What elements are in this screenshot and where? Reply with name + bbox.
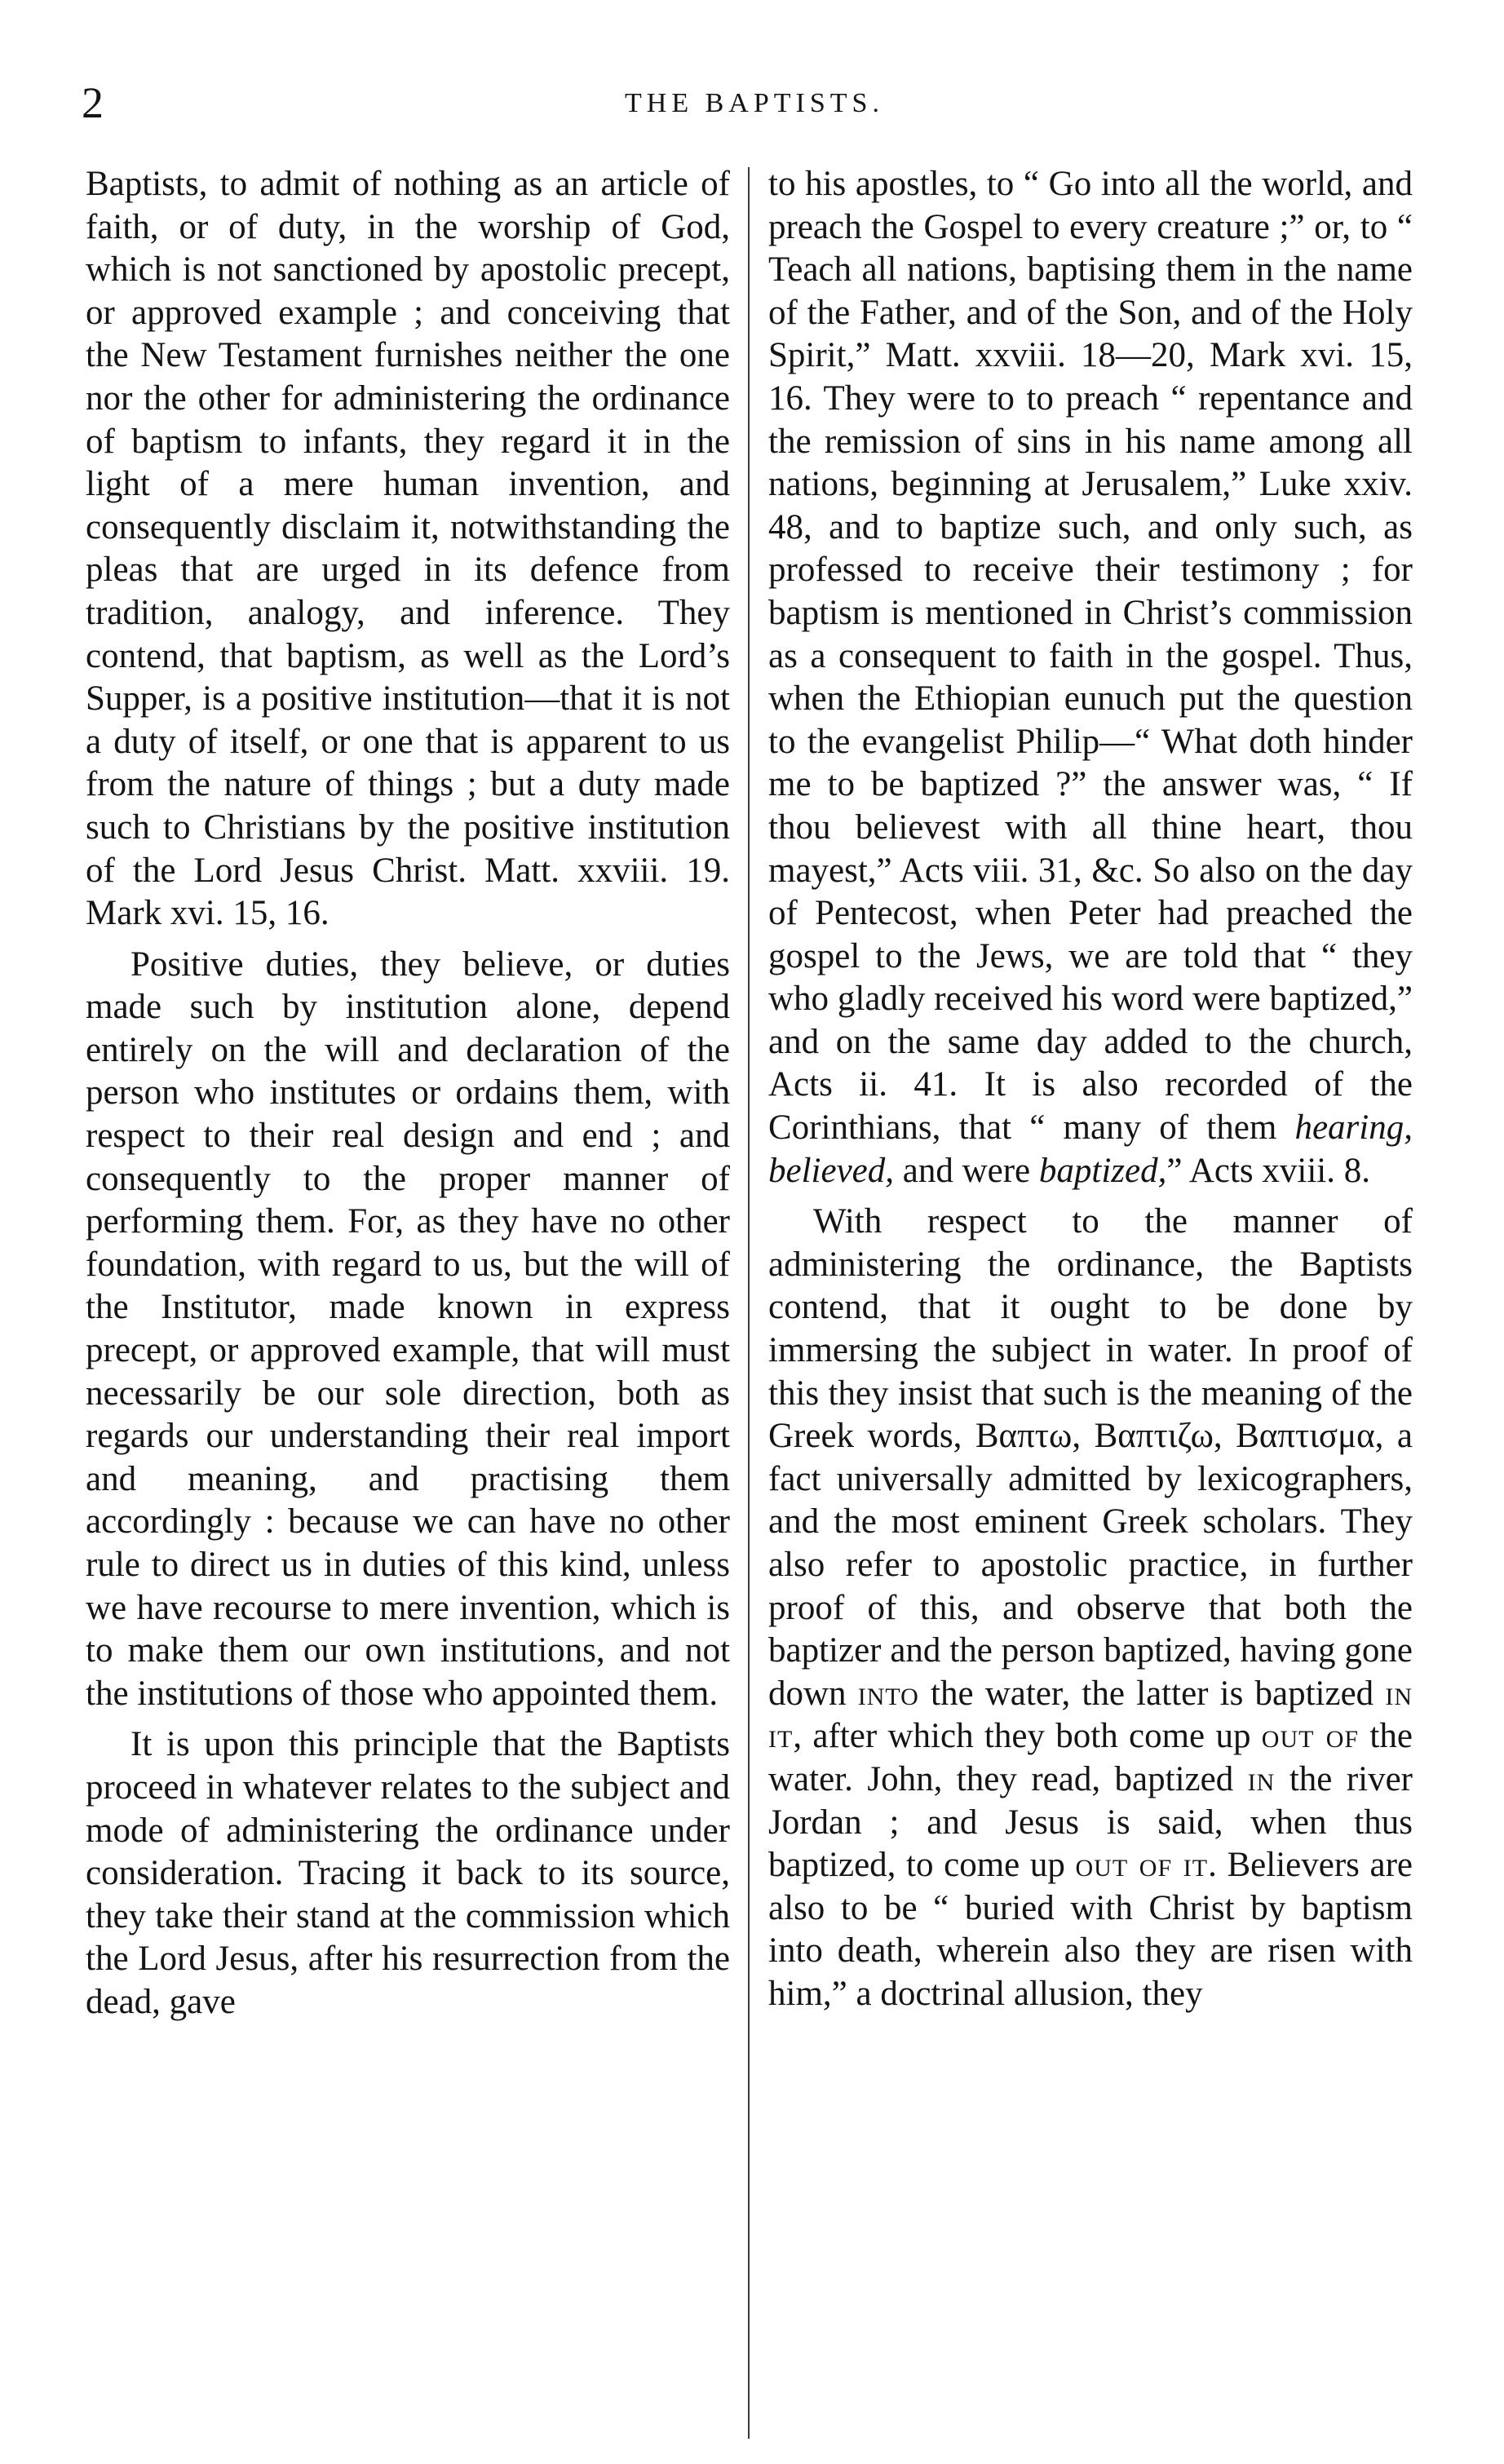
small-caps-into: into xyxy=(857,1674,919,1713)
text-run: the river Jordan ; and Jesus is said, when thus baptized, to come up xyxy=(768,1759,1413,1885)
text-run: With respect to the manner of administering the ordinance, the Baptists contend, that it ought to be done by immersing the subject in water. In proof of this they insist that such is the meaning of the Greek words, xyxy=(768,1202,1413,1456)
small-caps-out-of-it: out of it xyxy=(1075,1846,1209,1885)
italic-baptized: baptized, xyxy=(1038,1151,1167,1190)
left-column xyxy=(86,163,730,2033)
text-run: . Believers are also to be “ buried with Christ by baptism into death, wherein also they are risen with him,” a doctrinal allusion, they xyxy=(768,1846,1413,2013)
page-number: 2 xyxy=(82,78,104,127)
small-caps-in-it: in it xyxy=(768,1674,1413,1756)
small-caps-out-of: out of xyxy=(1261,1717,1360,1756)
left-paragraph-3: It is upon this principle that the Baptists proceed in whatever relates to the subject and mode of administering the ordinance under consideration. Tracing it back to its source, they take their stand at the commission which the Lord Jesus, after his resurrection from the dead, gave xyxy=(86,1725,730,2021)
right-column xyxy=(768,163,1413,2024)
text-run: , after which they both come up xyxy=(793,1717,1262,1756)
left-paragraph-1: Baptists, to admit of nothing as an article of faith, or of duty, in the worship of God, which is not sanctioned by apostolic precept, or approved example ; and conceiving that the New Testament furnishes neither the one nor the other for administering the ordinance of baptism to infants, they regard it in the light of a mere human invention, and consequently disclaim it, notwithstanding the pleas that are urged in its defence from tradition, analogy, and inference. They contend, that baptism, as well as the Lord’s Supper, is a positive institution—that it is not a duty of itself, or one that is apparent to us from the nature of things ; but a duty made such to Christians by the positive institution of the Lord Jesus Christ. Matt. xxviii. 19. Mark xvi. 15, 16. xyxy=(86,165,730,933)
running-title: THE BAPTISTS. xyxy=(625,88,884,118)
left-paragraph-2: Positive duties, they believe, or duties made such by institution alone, depend entirely on the will and declaration of the person who institutes or ordains them, with respect to their real design and end ; and consequently to the proper manner of performing them. For, as they have no other foundation, with regard to us, but the will of the Institutor, made known in express precept, or approved example, that will must necessarily be our sole direction, both as regards our understanding their real import and meaning, and practising them accordingly : because we can have no other rule to direct us in duties of this kind, unless we have recourse to mere invention, which is to make them our own institutions, and not the institutions of those who appointed them. xyxy=(86,944,730,1713)
text-run: ” Acts xviii. 8. xyxy=(1166,1151,1370,1190)
text-run: a fact universally admitted by lexicographers, and the most eminent Greek scholars. They also refer to apostolic practice, in further proof of this, and observe that both the baptizer and the person baptized, having gone down xyxy=(768,1417,1413,1713)
text-run: to his apostles, to “ Go into all the world, and preach the Gospel to every creature ;” or, to “ Teach all nations, baptising them in the name of the Father, and of the Son, and of the Holy Spirit,” Matt. xxviii. 18—20, Mark xvi. 15, 16. They were to to preach “ repentance and the remission of sins in his name among all nations, beginning at Jerusalem,” Luke xxiv. 48, and to baptize such, and only such, as professed to receive their testimony ; for baptism is mentioned in Christ’s commission as a consequent to faith in the gospel. Thus, when the Ethiopian eunuch put the question to the evangelist Philip—“ What doth hinder me to be baptized ?” the answer was, “ If thou believest with all thine heart, thou mayest,” Acts viii. 31, &c. So also on the day of Pentecost, when Peter had preached the gospel to the Jews, we are told that “ they who gladly received his word were baptized,” and on the same day added to the church, Acts ii. 41. It is also recorded of the Corinthians, that “ many of them xyxy=(768,165,1413,1148)
right-paragraph-2 xyxy=(768,1201,1413,2015)
text-run: and were xyxy=(894,1151,1039,1190)
text-run: the water, the latter is baptized xyxy=(918,1674,1386,1713)
page-header xyxy=(82,78,1427,127)
text-run: the water. John, they read, baptized xyxy=(768,1717,1413,1798)
right-paragraph-1 xyxy=(768,163,1413,1192)
column-divider xyxy=(748,167,750,2439)
greek-words: Βαπτω, Βαπτιζω, Βαπτισμα, xyxy=(975,1417,1384,1456)
small-caps-in: in xyxy=(1247,1759,1276,1798)
italic-hearing-believed: hearing, believed, xyxy=(768,1108,1413,1190)
